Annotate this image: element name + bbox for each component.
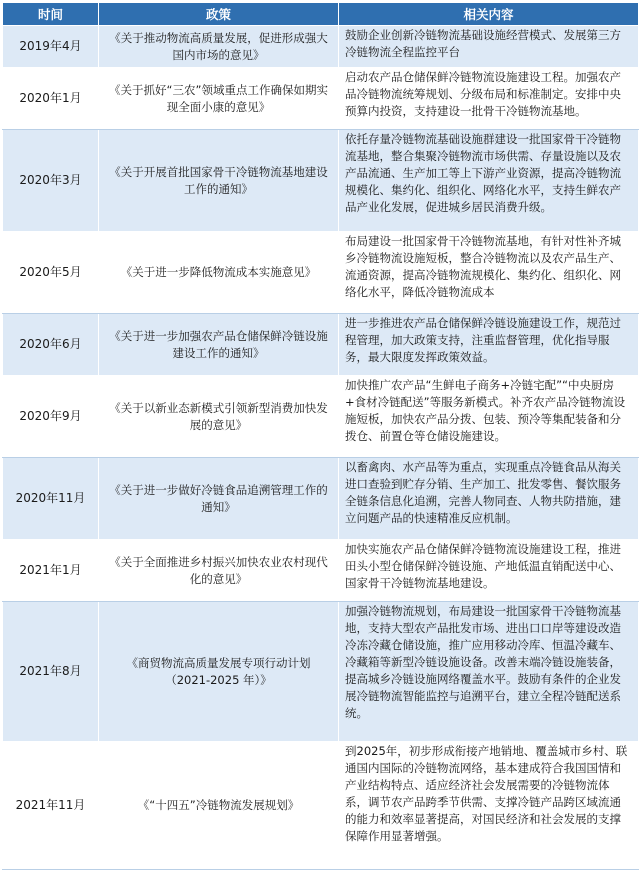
- row-time: 2021年1月: [3, 540, 99, 602]
- row-content: 依托存量冷链物流基础设施群建设一批国家骨干冷链物流基地，整合集聚冷链物流市场供需、存量设施以及农产品流通、生产加工等上下游产业资源，提高冷链物流规模化、集约化、组织化、网络化水平，支持生鲜农产品产业化发展，促进城乡居民消费升级。: [339, 130, 639, 232]
- row-time: 2021年11月: [3, 742, 99, 870]
- row-content: 到2025年，初步形成衔接产地销地、覆盖城市乡村、联通国内国际的冷链物流网络，基本建成符合我国国情和产业结构特点、适应经济社会发展需要的冷链物流体系，调节农产品跨季节供需、支撑冷链产品跨区域流通的能力和效率显著提高，对国民经济和社会发展的支撑保障作用显著增强。: [339, 742, 639, 870]
- row-policy: 《关于以新业态新模式引领新型消费加快发展的意见》: [99, 376, 339, 458]
- policy-table: [2, 2, 639, 870]
- row-policy: 《关于进一步做好冷链食品追溯管理工作的通知》: [99, 458, 339, 540]
- row-policy: 《关于进一步加强农产品仓储保鲜冷链设施建设工作的通知》: [99, 314, 339, 376]
- row-time: 2020年3月: [3, 130, 99, 232]
- row-content: 加快实施农产品仓储保鲜冷链物流设施建设工程，推进田头小型仓储保鲜冷链设施、产地低温直销配送中心、国家骨干冷链物流基地建设。: [339, 540, 639, 602]
- row-content: 加快推广农产品“生鲜电子商务+冷链宅配”“中央厨房+食材冷链配送”等服务新模式。补齐农产品冷链物流设施短板，加快农产品分拨、包装、预冷等集配装备和分拨仓、前置仓等仓储设施建设。: [339, 376, 639, 458]
- row-policy: 《关于进一步降低物流成本实施意见》: [99, 232, 339, 314]
- table-row: [3, 26, 639, 68]
- row-time: 2021年8月: [3, 602, 99, 742]
- table-row: [3, 540, 639, 602]
- row-content: 进一步推进农产品仓储保鲜冷链设施建设工作，规范过程管理，加大政策支持，注重监督管理，优化指导服务，最大限度发挥政策效益。: [339, 314, 639, 376]
- table-row: [3, 68, 639, 130]
- row-time: 2020年1月: [3, 68, 99, 130]
- table-row: [3, 602, 639, 742]
- row-policy: 《商贸物流高质量发展专项行动计划（2021-2025 年）》: [99, 602, 339, 742]
- header-policy: 政策: [99, 3, 339, 26]
- table-row: [3, 458, 639, 540]
- row-content: 启动农产品仓储保鲜冷链物流设施建设工程。加强农产品冷链物流统筹规划、分级布局和标准制定。安排中央预算内投资，支持建设一批骨干冷链物流基地。: [339, 68, 639, 130]
- table-row: [3, 314, 639, 376]
- row-content: 鼓励企业创新冷链物流基础设施经营模式、发展第三方冷链物流全程监控平台: [339, 26, 639, 68]
- row-content: 加强冷链物流规划，布局建设一批国家骨干冷链物流基地，支持大型农产品批发市场、进出口口岸等建设改造冷冻冷藏仓储设施，推广应用移动冷库、恒温冷藏车、冷藏箱等新型冷链设施设备。改善末端冷链设施装备，提高城乡冷链设施网络覆盖水平。鼓励有条件的企业发展冷链物流智能监控与追溯平台，建立全程冷链配送系统。: [339, 602, 639, 742]
- row-content: 布局建设一批国家骨干冷链物流基地，有针对性补齐城乡冷链物流设施短板，整合冷链物流以及农产品生产、流通资源，提高冷链物流规模化、集约化、组织化、网络化水平，降低冷链物流成本: [339, 232, 639, 314]
- table-header-row: [3, 3, 639, 26]
- row-time: 2020年6月: [3, 314, 99, 376]
- header-content: 相关内容: [339, 3, 639, 26]
- table-row: [3, 376, 639, 458]
- table-row: [3, 742, 639, 870]
- row-policy: 《关于推动物流高质量发展，促进形成强大国内市场的意见》: [99, 26, 339, 68]
- row-policy: 《关于全面推进乡村振兴加快农业农村现代化的意见》: [99, 540, 339, 602]
- row-time: 2020年11月: [3, 458, 99, 540]
- row-time: 2020年9月: [3, 376, 99, 458]
- row-policy: 《关于抓好“三农”领域重点工作确保如期实现全面小康的意见》: [99, 68, 339, 130]
- table-row: [3, 232, 639, 314]
- row-policy: 《“十四五”冷链物流发展规划》: [99, 742, 339, 870]
- row-policy: 《关于开展首批国家骨干冷链物流基地建设工作的通知》: [99, 130, 339, 232]
- row-time: 2020年5月: [3, 232, 99, 314]
- row-time: 2019年4月: [3, 26, 99, 68]
- row-content: 以畜禽肉、水产品等为重点，实现重点冷链食品从海关进口查验到贮存分销、生产加工、批发零售、餐饮服务全链条信息化追溯，完善人物同查、人物共防措施，建立问题产品的快速精准反应机制。: [339, 458, 639, 540]
- header-time: 时间: [3, 3, 99, 26]
- table-row: [3, 130, 639, 232]
